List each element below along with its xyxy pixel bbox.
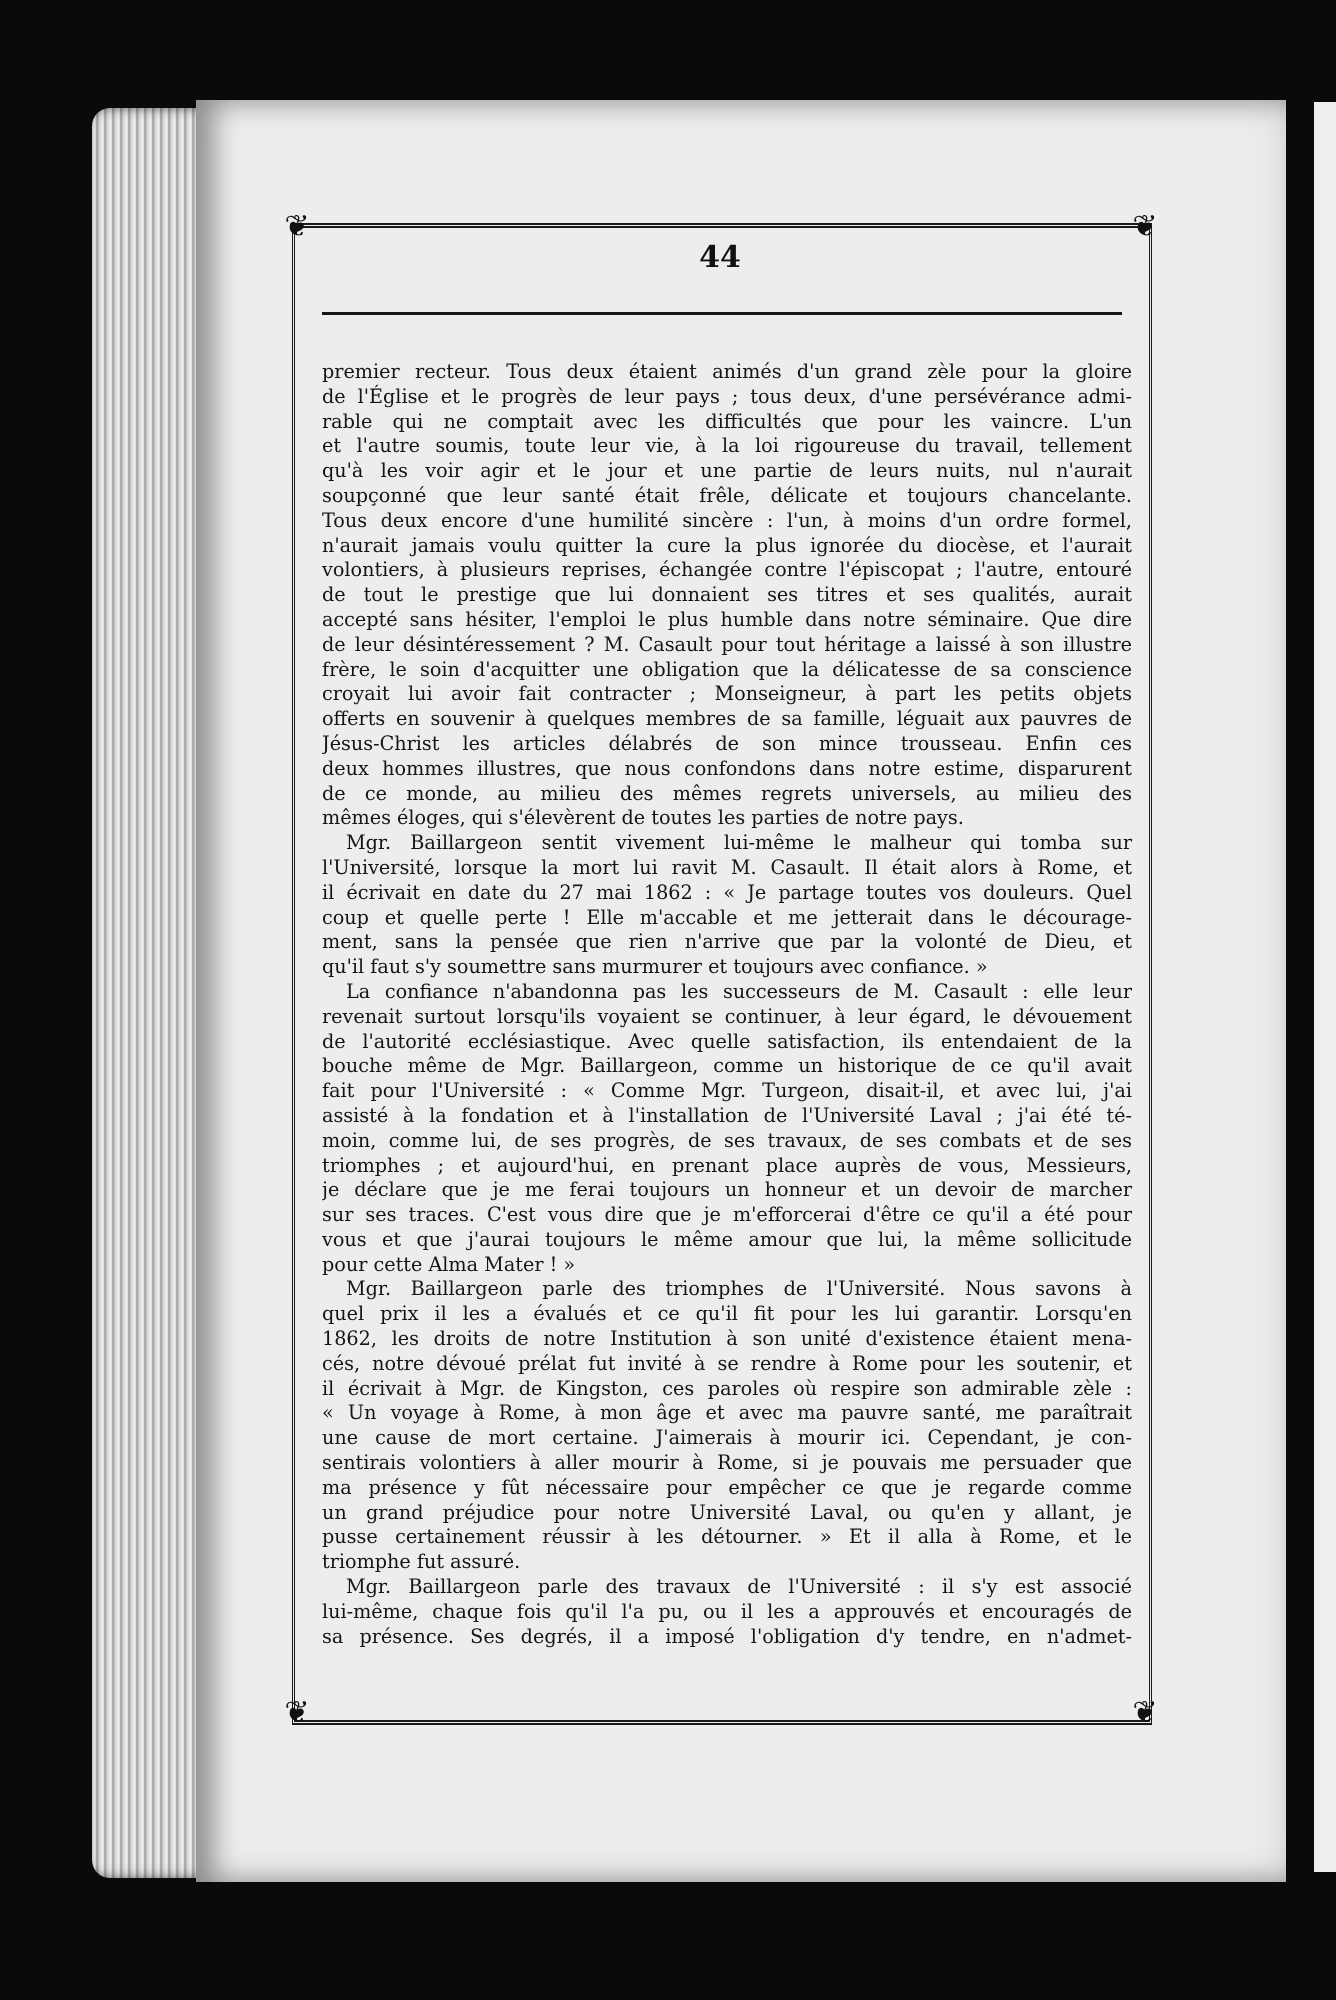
text-line: de tout le prestige que lui donnaient ses titres et ses qualités, aurait xyxy=(322,583,1132,607)
text-line: de leur désintéressement ? M. Casault pour tout héritage a laissé à son illustre xyxy=(322,632,1132,656)
text-line: vous et que j'aurai toujours le même amour que lui, la même sollicitude xyxy=(322,1227,1132,1251)
text-line: premier recteur. Tous deux étaient animés d'un grand zèle pour la gloire xyxy=(322,360,1132,383)
text-line: frère, le soin d'acquitter une obligation que la délicatesse de sa conscience xyxy=(322,657,1132,681)
text-line: sur ses traces. C'est vous dire que je m'efforcerai d'être ce qu'il a été pour xyxy=(322,1203,1132,1227)
text-line: revenait surtout lorsqu'ils voyaient se continuer, à leur égard, le dévouement xyxy=(322,1004,1132,1028)
text-line: 1862, les droits de notre Institution à son unité d'existence étaient mena- xyxy=(322,1327,1132,1351)
text-line: je déclare que je me ferai toujours un honneur et un devoir de marcher xyxy=(322,1178,1132,1202)
text-line: n'aurait jamais voulu quitter la cure la plus ignorée du diocèse, et l'aurait xyxy=(322,533,1132,557)
text-line: et l'autre soumis, toute leur vie, à la loi rigoureuse du travail, tellement xyxy=(322,434,1132,458)
text-line: triomphes ; et aujourd'hui, en prenant place auprès de vous, Messieurs, xyxy=(322,1153,1132,1177)
text-line: moin, comme lui, de ses progrès, de ses travaux, de ses combats et de ses xyxy=(322,1128,1132,1152)
corner-ornament-icon: ❦ xyxy=(284,209,310,244)
text-line: Mgr. Baillargeon parle des travaux de l'Université : il s'y est associé xyxy=(346,1575,1132,1599)
text-line: lui-même, chaque fois qu'il l'a pu, ou il les a approuvés et encouragés de xyxy=(322,1599,1132,1623)
text-line: il écrivait à Mgr. de Kingston, ces paroles où respire son admirable zèle : xyxy=(322,1376,1132,1400)
text-line: un grand préjudice pour notre Université Laval, ou qu'en y allant, je xyxy=(322,1500,1132,1524)
text-line: bouche même de Mgr. Baillargeon, comme un historique de ce qu'il avait xyxy=(322,1054,1132,1078)
text-line: pusse certainement réussir à les détourner. » Et il alla à Rome, et le xyxy=(322,1525,1132,1549)
text-line: sentirais volontiers à aller mourir à Rome, si je pouvais me persuader que xyxy=(322,1451,1132,1475)
text-line: volontiers, à plusieurs reprises, échangée contre l'épiscopat ; l'autre, entouré xyxy=(322,558,1132,582)
text-line: il écrivait en date du 27 mai 1862 : « Je partage toutes vos douleurs. Quel xyxy=(322,880,1132,904)
text-line: assisté à la fondation et à l'installation de l'Université Laval ; j'ai été té- xyxy=(322,1103,1132,1127)
page-number: 44 xyxy=(699,240,741,275)
text-line: coup et quelle perte ! Elle m'accable et me jetterait dans le décourage- xyxy=(322,905,1132,929)
text-line: Mgr. Baillargeon parle des triomphes de l'Université. Nous savons à xyxy=(346,1277,1132,1301)
text-line: pour cette Alma Mater ! » xyxy=(322,1252,576,1276)
corner-ornament-icon: ❦ xyxy=(284,1695,310,1730)
text-line: croyait lui avoir fait contracter ; Monseigneur, à part les petits objets xyxy=(322,682,1132,706)
text-line: deux hommes illustres, que nous confondons dans notre estime, disparurent xyxy=(322,756,1132,780)
text-line: ma présence y fût nécessaire pour empêcher ce que je regarde comme xyxy=(322,1475,1132,1499)
text-line: Tous deux encore d'une humilité sincère : l'un, à moins d'un ordre formel, xyxy=(322,508,1132,532)
text-line: « Un voyage à Rome, à mon âge et avec ma pauvre santé, me paraîtrait xyxy=(322,1401,1132,1425)
text-line: La confiance n'abandonna pas les successeurs de M. Casault : elle leur xyxy=(346,979,1132,1003)
text-line: de l'Église et le progrès de leur pays ; tous deux, d'une persévérance admi- xyxy=(322,384,1132,408)
text-line: accepté sans hésiter, l'emploi le plus humble dans notre séminaire. Que dire xyxy=(322,607,1132,631)
text-line: fait pour l'Université : « Comme Mgr. Turgeon, disait-il, et avec lui, j'ai xyxy=(322,1079,1132,1103)
text-line: qu'à les voir agir et le jour et une partie de leurs nuits, nul n'aurait xyxy=(322,459,1132,483)
facing-page-edge xyxy=(1314,102,1336,1872)
header-rule xyxy=(322,312,1122,315)
corner-ornament-icon: ❦ xyxy=(1132,1695,1158,1730)
text-line: sa présence. Ses degrés, il a imposé l'obligation d'y tendre, en n'admet- xyxy=(322,1624,1132,1648)
text-line: triomphe fut assuré. xyxy=(322,1550,521,1574)
book-page-edges xyxy=(92,108,212,1878)
text-line: offerts en souvenir à quelques membres de sa famille, léguait aux pauvres de xyxy=(322,707,1132,731)
text-line: l'Université, lorsque la mort lui ravit M. Casault. Il était alors à Rome, et xyxy=(322,855,1132,879)
text-line: rable qui ne comptait avec les difficultés que pour les vaincre. L'un xyxy=(322,409,1132,433)
text-line: ment, sans la pensée que rien n'arrive que par la volonté de Dieu, et xyxy=(322,930,1132,954)
text-line: de l'autorité ecclésiastique. Avec quelle satisfaction, ils entendaient de la xyxy=(322,1029,1132,1053)
text-line: Mgr. Baillargeon sentit vivement lui-même le malheur qui tomba sur xyxy=(346,831,1132,855)
text-line: soupçonné que leur santé était frêle, délicate et toujours chancelante. xyxy=(322,483,1132,507)
text-line: cés, notre dévoué prélat fut invité à se rendre à Rome pour les soutenir, et xyxy=(322,1351,1132,1375)
text-line: quel prix il les a évalués et ce qu'il fit pour les lui garantir. Lorsqu'en xyxy=(322,1302,1132,1326)
body-text xyxy=(322,360,1142,1665)
text-line: une cause de mort certaine. J'aimerais à mourir ici. Cependant, je con- xyxy=(322,1426,1132,1450)
text-line: mêmes éloges, qui s'élevèrent de toutes les parties de notre pays. xyxy=(322,806,964,830)
text-line: de ce monde, au milieu des mêmes regrets universels, au milieu des xyxy=(322,781,1132,805)
corner-ornament-icon: ❦ xyxy=(1132,209,1158,244)
text-line: Jésus-Christ les articles délabrés de son mince trousseau. Enfin ces xyxy=(322,731,1132,755)
text-line: qu'il faut s'y soumettre sans murmurer et toujours avec confiance. » xyxy=(322,955,988,979)
